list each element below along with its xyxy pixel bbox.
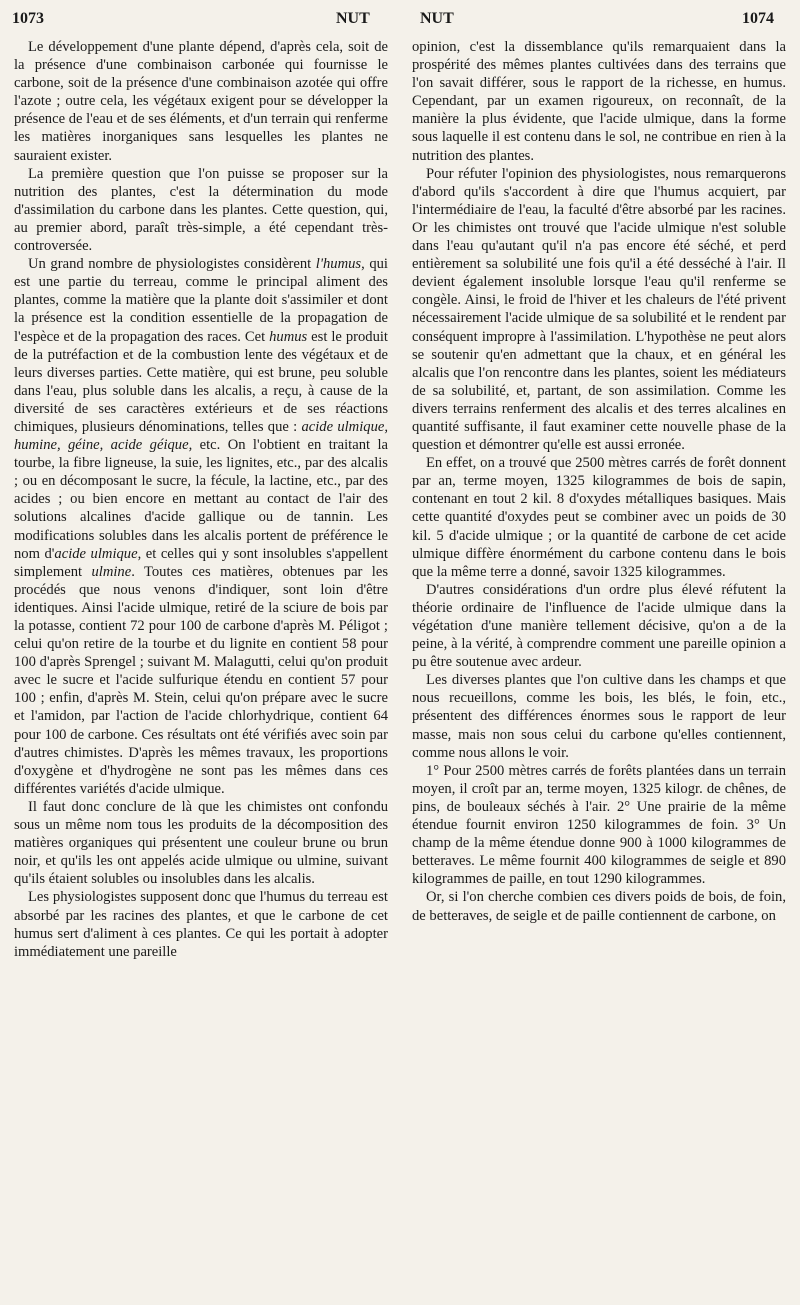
italic-term: humus xyxy=(269,328,308,345)
left-running-head: NUT xyxy=(336,10,370,27)
paragraph: Il faut donc conclure de là que les chimistes ont confondu sous un même nom tous les produits de la décomposition des matières organiques qui présentent une couleur brune ou brun noir, et qu'ils les ont appelés acide ulmique ou ulmine, suivant qu'ils étaient solubles ou insolubles dans les alcalis. xyxy=(14,798,388,888)
text-run: Un grand nombre de physiologistes considèrent xyxy=(28,256,316,273)
text-run: etc. On l'obtient en traitant la tourbe, la fibre ligneuse, la suie, les lignites, etc., par des alcalis ; ou en décomposant le sucre, la fécule, la lactine, etc., par des acides ; ou bien encore en mettant au contact de l'air des solutions alcalines d'acide gallique ou de tannin. Les modifications solubles dans les alcalis portent de préférence le nom d' xyxy=(14,437,388,562)
paragraph xyxy=(14,255,388,798)
text-run: , qui est une partie du terreau, comme le principal aliment des plantes, comme la matière que la plante doit s'assimiler et dont la présence est la condition essentielle de la propagation de l'espèce et de la propagation des races. Cet xyxy=(14,256,388,345)
text-run: . Toutes ces matières, obtenues par les procédés que nous venons d'indiquer, sont loin d'être identiques. Ainsi l'acide ulmique, retiré de la sciure de bois par la potasse, contient 72 pour 100 de carbone d'après M. Péligot ; celui qu'on retire de la tourbe et du lignite en contient 58 pour 100 d'après Sprengel ; suivant M. Malagutti, celui qu'on produit avec le sucre et l'acide sulfurique étendu en contient 57 pour 100 ; enfin, d'après M. Stein, celui qu'on prépare avec le sucre et l'amidon, par l'action de l'acide chlorhydrique, contient 64 pour 100 de carbone. Ces résultats ont été vérifiés avec soin par d'autres chimistes. D'après les mêmes travaux, les proportions d'oxygène et d'hydrogène ne sont pas les mêmes dans ces différentes variétés d'acide ulmique. xyxy=(14,563,388,797)
paragraph: Le développement d'une plante dépend, d'après cela, soit de la présence d'une combinaison carbonée qui fournisse le carbone, soit de la présence d'une combinaison azotée qui offre l'azote ; outre cela, les végétaux exigent pour se développer la présence de l'eau et de ses éléments, et d'un terrain qui renferme les matières inorganiques sans lesquelles les plantes ne sauraient exister. xyxy=(14,39,388,164)
paragraph: La première question que l'on puisse se proposer sur la nutrition des plantes, c'est la détermination du mode d'assimilation du carbone dans les plantes. Cette question, qui, au premier abord, paraît très-simple, a été cependant très-controversée. xyxy=(14,165,388,255)
right-running-head: NUT xyxy=(420,10,454,27)
right-column xyxy=(412,38,786,925)
right-page-number: 1074 xyxy=(742,10,774,27)
left-page-number: 1073 xyxy=(12,10,44,27)
paragraph: opinion, c'est la dissemblance qu'ils remarquaient dans la prospérité des mêmes plantes cultivées dans des terrains que l'on savait différer, sous le rapport de la richesse, en humus. Cependant, par un examen rigoureux, on reconnaît, de la manière la plus évidente, que l'acide ulmique, dans la forme sous laquelle il est contenu dans le sol, ne contribue en rien à la nutrition des plantes. xyxy=(412,39,786,164)
paragraph: Or, si l'on cherche combien ces divers poids de bois, de foin, de betteraves, de seigle et de paille contiennent de carbone, on xyxy=(412,889,786,924)
paragraph: 1° Pour 2500 mètres carrés de forêts plantées dans un terrain moyen, il croît par an, terme moyen, 1325 kilogr. de chênes, de pins, de bouleaux séchés à l'air. 2° Une prairie de la même étendue fournit environ 1250 kilogrammes de foin. 3° Un champ de la même étendue donne 900 à 1000 kilogrammes de betteraves. Le même fournit 400 kilogrammes de seigle et 890 kilogrammes de paille, en tout 1290 kilogrammes. xyxy=(412,762,786,888)
text-run: , et celles qui y sont insolubles s'appellent simplement xyxy=(14,545,388,580)
text-run: est le produit de la putréfaction et de la combustion lente des végétaux et de leurs diverses parties. Cette matière, qui est brune, peu soluble dans l'eau, plus soluble dans les alcalis, a reçu, à cause de la diversité de ses caractères extérieurs et de ses réactions chimiques, plusieurs dénominations, telles que : xyxy=(14,328,388,435)
running-header xyxy=(0,10,800,34)
paragraph: Les physiologistes supposent donc que l'humus du terreau est absorbé par les racines des plantes, et que le carbone de cet humus sert d'aliment à ces plantes. Ce qui les portait à adopter immédiatement une pareille xyxy=(14,889,388,960)
italic-term: ulmine xyxy=(91,563,132,580)
italic-term: acide ulmique, humine, géine, acide géique, xyxy=(14,418,388,454)
italic-term: acide ulmique xyxy=(54,545,138,562)
italic-term: l'humus xyxy=(315,256,362,273)
paragraph: En effet, on a trouvé que 2500 mètres carrés de forêt donnent par an, terme moyen, 1325 kilogrammes de bois de sapin, contenant en tout 2 kil. 8 d'oxydes métalliques basiques. Mais cette quantité d'oxydes peut se combiner avec un poids de 30 kil. 5 d'acide ulmique ; or la quantité de carbone de cet acide ulmique diffère énormément du carbone contenu dans le bois que la même terre a donné, savoir 1325 kilogrammes. xyxy=(412,455,786,580)
left-column xyxy=(14,38,388,961)
paragraph: D'autres considérations d'un ordre plus élevé réfutent la théorie ordinaire de l'influence de l'acide ulmique dans la végétation d'une manière tellement décisive, qu'on a de la peine, à la vérité, à comprendre comment une pareille opinion a pu être soutenue avec ardeur. xyxy=(412,581,786,671)
paragraph: Pour réfuter l'opinion des physiologistes, nous remarquerons d'abord qu'ils s'accordent à dire que l'humus acquiert, par l'intermédiaire de l'eau, la faculté d'être absorbé par les racines. Or les chimistes ont trouvé que l'acide ulmique n'est soluble dans l'eau qu'autant qu'il n'a pas encore été séché, et perd entièrement sa solubilité une fois qu'il a été desséché à l'air. Il devient également insoluble lorsque l'eau qu'il renferme se congèle. Ainsi, le froid de l'hiver et les chaleurs de l'été privent nécessairement l'acide ulmique de sa solubilité et le rendent par conséquent impropre à l'assimilation. L'hypothèse ne peut alors se soutenir qu'en admettant que la chaux, et en général les alcalis que l'on rencontre dans les plantes, soient les médiateurs de sa solubilité, et, partant, de son assimilation. Comme les divers terrains renferment des alcalis et des terres alcalines en quantité suffisante, il faut examiner cette nouvelle phase de la question et démontrer qu'elle est aussi erronée. xyxy=(412,165,786,454)
paragraph: Les diverses plantes que l'on cultive dans les champs et que nous recueillons, comme les bois, les blés, le foin, etc., présentent des différences énormes sous le rapport de leur masse, mais non sous celui du carbone qu'elles contiennent, comme nous allons le voir. xyxy=(412,672,786,761)
